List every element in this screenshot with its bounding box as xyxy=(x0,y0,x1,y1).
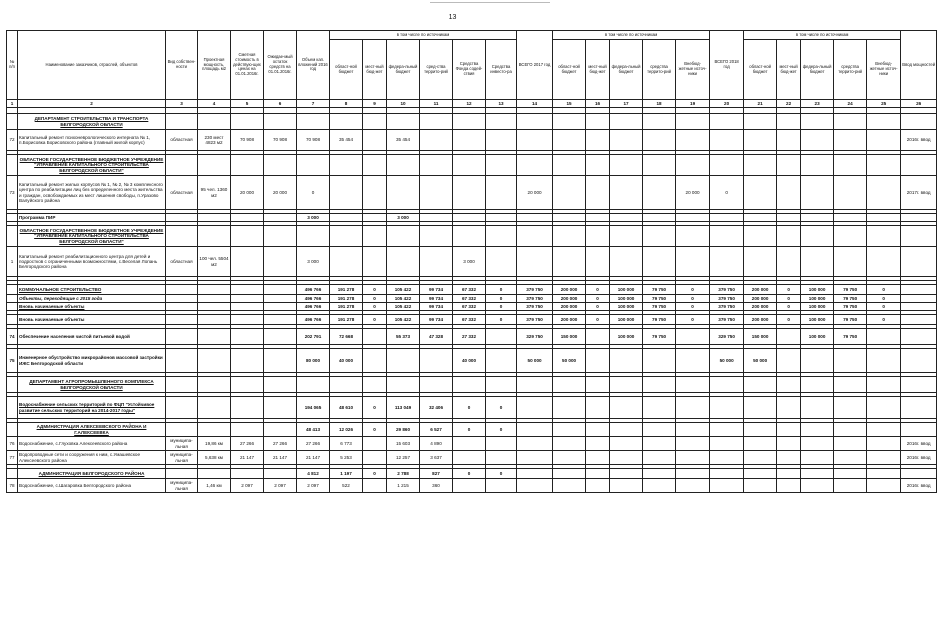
cell: 0 xyxy=(363,295,387,303)
cell: 100 000 xyxy=(801,303,834,311)
column-number: 21 xyxy=(744,100,777,108)
cell: 21 147 xyxy=(264,451,297,465)
cell: 55 373 xyxy=(387,329,420,345)
column-number: 26 xyxy=(901,100,937,108)
hdr-src-territorial: сред-ства террито-рий xyxy=(420,40,453,100)
cell: 105 422 xyxy=(387,295,420,303)
cell: 329 750 xyxy=(710,329,744,345)
column-number: 5 xyxy=(231,100,264,108)
cell: 40 000 xyxy=(330,349,363,373)
row-no: 72 xyxy=(7,130,18,151)
cell: 47 328 xyxy=(420,329,453,345)
ownership: областная xyxy=(166,130,198,151)
column-number: 15 xyxy=(553,100,586,108)
cell: 100 000 xyxy=(801,315,834,325)
column-number: 10 xyxy=(387,100,420,108)
cell: 379 750 xyxy=(517,285,553,295)
column-number: 22 xyxy=(777,100,801,108)
hdr-src-offbudget: Внебюд-жетные источ-ники xyxy=(676,40,710,100)
cell: 329 750 xyxy=(517,329,553,345)
column-number: 1 xyxy=(7,100,18,108)
cell: муниципа-льная xyxy=(166,451,198,465)
object-name: Вновь начинаемые объекты xyxy=(18,315,166,325)
column-number: 3 xyxy=(166,100,198,108)
hdr-src-offbudget: Внебюд-жетные источ-ники xyxy=(867,40,901,100)
hdr-src-federal: федера-льный бюджет xyxy=(387,40,420,100)
row-no: 1 xyxy=(7,247,18,277)
hdr-commission: Ввод мощностей xyxy=(901,31,937,100)
cell: 79 750 xyxy=(643,295,676,303)
cell: 379 750 xyxy=(710,303,744,311)
column-number: 23 xyxy=(801,100,834,108)
hdr-total2018: ВСЕГО 2018 год xyxy=(710,31,744,100)
cell: 0 xyxy=(676,285,710,295)
cell: 79 750 xyxy=(834,285,867,295)
cell: 0 xyxy=(363,285,387,295)
cell: 99 734 xyxy=(420,285,453,295)
column-number: 25 xyxy=(867,100,901,108)
hdr-capacity: Проектная мощность, площадь м2 xyxy=(198,31,231,100)
cell: 80 000 xyxy=(297,349,330,373)
cell: 0 xyxy=(586,285,610,295)
cell: 100 000 xyxy=(610,315,643,325)
cell: 0 xyxy=(486,423,517,437)
cell: 48 413 xyxy=(297,423,330,437)
hdr-src-federal: федера-льный бюджет xyxy=(801,40,834,100)
commission: 2016г. ввод xyxy=(901,451,937,465)
object-name: Вновь начинаемые объекты xyxy=(18,303,166,311)
cell: 379 750 xyxy=(710,315,744,325)
cell: 3 637 xyxy=(420,451,453,465)
cell: 0 xyxy=(363,469,387,479)
cell: 0 xyxy=(777,315,801,325)
cell: 0 xyxy=(363,423,387,437)
cell: 200 000 xyxy=(744,315,777,325)
object-name: Капитальный ремонт реабилитационного центра для детей и подростков с ограниченными возможностями, с.Веселая Лопань Белгородского района xyxy=(18,247,166,277)
section-title: ОБЛАСТНОЕ ГОСУДАРСТВЕННОЕ БЮДЖЕТНОЕ УЧРЕЖДЕНИЕ "УПРАВЛЕНИЕ КАПИТАЛЬНОГО СТРОИТЕЛЬСТВА БЕЛГОРОДСКОЙ ОБЛАСТИ" xyxy=(18,155,166,176)
section-title: ОБЛАСТНОЕ ГОСУДАРСТВЕННОЕ БЮДЖЕТНОЕ УЧРЕЖДЕНИЕ "УПРАВЛЕНИЕ КАПИТАЛЬНОГО СТРОИТЕЛЬСТВА БЕЛГОРОДСКОЙ ОБЛАСТИ" xyxy=(18,226,166,247)
ownership: областная xyxy=(166,176,198,210)
cell: 6 527 xyxy=(420,423,453,437)
cell: 2 097 xyxy=(231,479,264,493)
cell: 79 750 xyxy=(834,315,867,325)
hdr-src-regional: област-ной бюджет xyxy=(330,40,363,100)
hdr-src-territorial: средства террито-рий xyxy=(643,40,676,100)
cell: 67 332 xyxy=(453,315,486,325)
cell: 100 000 xyxy=(801,295,834,303)
cell: 15 603 xyxy=(387,437,420,451)
column-number: 4 xyxy=(198,100,231,108)
cell: 50 000 xyxy=(710,349,744,373)
cell: 3 000 xyxy=(297,247,330,277)
cell: 105 422 xyxy=(387,303,420,311)
column-number: 19 xyxy=(676,100,710,108)
cell: 379 750 xyxy=(517,315,553,325)
cell: 191 278 xyxy=(330,285,363,295)
hdr-group3: в том числе по источникам xyxy=(744,31,901,40)
cell: 79 750 xyxy=(643,285,676,295)
cell: 67 332 xyxy=(453,303,486,311)
cell: 79 750 xyxy=(643,303,676,311)
cell: 0 xyxy=(297,176,330,210)
cell: 0 xyxy=(453,397,486,419)
cell: 200 000 xyxy=(553,303,586,311)
hdr-estimate: Сметная стоимость в действую-щих ценах на 01.01.2016г. xyxy=(231,31,264,100)
cell: 200 000 xyxy=(553,285,586,295)
cell: 6 773 xyxy=(330,437,363,451)
column-number: 6 xyxy=(264,100,297,108)
cell: 191 278 xyxy=(330,295,363,303)
cell: 0 xyxy=(486,315,517,325)
object-name: Капитальный ремонт жилых корпусов № 1, № 2, № 3 комплексного центра по реабилитации лиц без определенного места жительства и граждан, освобождаемых из мест лишения свободы, п.Уразово Валуйского района xyxy=(18,176,166,210)
cell: 2 788 xyxy=(387,469,420,479)
column-number: 24 xyxy=(834,100,867,108)
cell: 200 000 xyxy=(553,295,586,303)
cell: 100 000 xyxy=(610,285,643,295)
cell: 0 xyxy=(676,295,710,303)
cell: 100 000 xyxy=(801,329,834,345)
cell: 100 000 xyxy=(610,329,643,345)
hdr-src-local: мест-ный бюд-жет xyxy=(363,40,387,100)
hdr-src-federal: федера-льный бюджет xyxy=(610,40,643,100)
column-number: 9 xyxy=(363,100,387,108)
cell: 0 xyxy=(586,315,610,325)
column-number: 14 xyxy=(517,100,553,108)
commission: 2017г. ввод xyxy=(901,176,937,210)
cell: 496 766 xyxy=(297,295,330,303)
estimate: 20 000 xyxy=(231,176,264,210)
object-name: Капитальный ремонт психоневрологического интерната № 1, п.Борисовка Борисовского района (главный жилой корпус) xyxy=(18,130,166,151)
cell: 100 000 xyxy=(610,295,643,303)
estimate: 70 908 xyxy=(231,130,264,151)
object-name: Обеспечение населения чистой питьевой водой xyxy=(18,329,166,345)
cell: 79 750 xyxy=(834,295,867,303)
cell: 1,46 км xyxy=(198,479,231,493)
object-name: Объекты, переходящие с 2015 года xyxy=(18,295,166,303)
cell: 150 000 xyxy=(553,329,586,345)
ownership: областная xyxy=(166,247,198,277)
cell: 79 750 xyxy=(643,315,676,325)
scan-edge-line xyxy=(430,2,550,3)
object-name: Программа ПИР xyxy=(18,214,166,222)
section-title: АДМИНИСТРАЦИЯ АЛЕКСЕЕВСКОГО РАЙОНА И Г.АЛЕКСЕЕВКА xyxy=(18,423,166,437)
cell: 0 xyxy=(453,423,486,437)
cell: 0 xyxy=(363,315,387,325)
investment-table xyxy=(6,30,937,493)
cell: 522 xyxy=(330,479,363,493)
cell: 50 000 xyxy=(553,349,586,373)
cell: 200 000 xyxy=(744,285,777,295)
cell: 496 766 xyxy=(297,285,330,295)
cell: 2 097 xyxy=(264,479,297,493)
cell: 3 000 xyxy=(453,247,486,277)
cell: 79 750 xyxy=(643,329,676,345)
cell: 827 xyxy=(420,469,453,479)
object-name: Водоснабжение, с.Глуховка Алексеевского района xyxy=(18,437,166,451)
hdr-src-investor: Средства инвесто-ра xyxy=(486,40,517,100)
cell: 100 000 xyxy=(801,285,834,295)
cell: 496 766 xyxy=(297,315,330,325)
page-number: 13 xyxy=(448,14,457,21)
row-no: 76 xyxy=(7,437,18,451)
hdr-total2017: ВСЕГО 2017 год xyxy=(517,31,553,100)
object-name: Водоснабжение сельских территорий по ФЦП "Устойчивое развитие сельских территорий на 2014-2017 годы" xyxy=(18,397,166,419)
cell: 4 812 xyxy=(297,469,330,479)
cell: 202 791 xyxy=(297,329,330,345)
cell: 379 750 xyxy=(517,295,553,303)
cell: 0 xyxy=(777,295,801,303)
column-number: 18 xyxy=(643,100,676,108)
cell: 0 xyxy=(453,469,486,479)
column-number: 7 xyxy=(297,100,330,108)
cell: 0 xyxy=(867,315,901,325)
hdr-src-fund: Средства Фонда содей-ствия xyxy=(453,40,486,100)
hdr-expected: Ожидае-мый остаток средств на 01.01.2016г. xyxy=(264,31,297,100)
cell: 4 890 xyxy=(420,437,453,451)
cell: 379 750 xyxy=(517,303,553,311)
cell: 35 454 xyxy=(330,130,363,151)
capacity: 230 мест 4823 м2 xyxy=(198,130,231,151)
hdr-group2: в том числе по источникам xyxy=(553,31,710,40)
hdr-vol2016: Объем кап. вложений 2016 год xyxy=(297,31,330,100)
object-name: Водопроводные сети и сооружения к ним, с.Умашевское Алексеевского района xyxy=(18,451,166,465)
expected: 70 908 xyxy=(264,130,297,151)
section-title: АДМИНИСТРАЦИЯ БЕЛГОРОДСКОГО РАЙОНА xyxy=(18,469,166,479)
section-title: ДЕПАРТАМЕНТ СТРОИТЕЛЬСТВА И ТРАНСПОРТА БЕЛГОРОДСКОЙ ОБЛАСТИ xyxy=(18,114,166,130)
cell: 3 000 xyxy=(297,214,330,222)
cell: 0 xyxy=(363,303,387,311)
column-number: 2 xyxy=(18,100,166,108)
row-no: 73 xyxy=(7,176,18,210)
cell: 67 332 xyxy=(453,295,486,303)
cell: 12 257 xyxy=(387,451,420,465)
hdr-src-local: мест-ный бюд-жет xyxy=(586,40,610,100)
cell: 0 xyxy=(867,295,901,303)
cell: 99 734 xyxy=(420,315,453,325)
cell: 0 xyxy=(486,285,517,295)
cell: 105 422 xyxy=(387,285,420,295)
cell: 50 000 xyxy=(517,349,553,373)
cell: 0 xyxy=(676,315,710,325)
cell: 379 750 xyxy=(710,285,744,295)
hdr-src-regional: област-ной бюджет xyxy=(553,40,586,100)
cell: 0 xyxy=(586,303,610,311)
cell: муниципа-льная xyxy=(166,479,198,493)
cell: 0 xyxy=(486,295,517,303)
cell: 1 197 xyxy=(330,469,363,479)
row-no: 74 xyxy=(7,329,18,345)
cell: 40 000 xyxy=(453,349,486,373)
commission: 2016г. ввод xyxy=(901,130,937,151)
column-number: 12 xyxy=(453,100,486,108)
cell: 3 000 xyxy=(387,214,420,222)
cell: 27 266 xyxy=(231,437,264,451)
cell: 0 xyxy=(710,176,744,210)
cell: 194 065 xyxy=(297,397,330,419)
cell: 0 xyxy=(486,397,517,419)
column-number: 20 xyxy=(710,100,744,108)
cell: 379 750 xyxy=(710,295,744,303)
cell: муниципа-льная xyxy=(166,437,198,451)
cell: 27 266 xyxy=(297,437,330,451)
object-name: КОММУНАЛЬНОЕ СТРОИТЕЛЬСТВО xyxy=(18,285,166,295)
row-no: 78 xyxy=(7,479,18,493)
row-no: 77 xyxy=(7,451,18,465)
capacity: 100 чел. 5504 м2 xyxy=(198,247,231,277)
cell: 12 026 xyxy=(330,423,363,437)
cell: 1 215 xyxy=(387,479,420,493)
cell: 21 147 xyxy=(231,451,264,465)
cell: 72 668 xyxy=(330,329,363,345)
cell: 79 750 xyxy=(834,303,867,311)
commission: 2016г. ввод xyxy=(901,479,937,493)
cell: 105 422 xyxy=(387,315,420,325)
cell: 0 xyxy=(867,303,901,311)
hdr-group1: в том числе по источникам xyxy=(330,31,517,40)
column-number: 13 xyxy=(486,100,517,108)
column-number: 8 xyxy=(330,100,363,108)
cell: 360 xyxy=(420,479,453,493)
hdr-src-local: мест-ный бюд-жет xyxy=(777,40,801,100)
cell: 200 000 xyxy=(744,295,777,303)
cell: 27 266 xyxy=(264,437,297,451)
cell: 191 278 xyxy=(330,315,363,325)
hdr-no: № п/п xyxy=(7,31,18,100)
column-number: 16 xyxy=(586,100,610,108)
cell: 5,638 км xyxy=(198,451,231,465)
cell: 27 332 xyxy=(453,329,486,345)
cell: 19,86 км xyxy=(198,437,231,451)
object-name: Инженерное обустройство микрорайонов массовой застройки ИЖС Белгородской области xyxy=(18,349,166,373)
cell: 150 000 xyxy=(744,329,777,345)
cell: 99 734 xyxy=(420,295,453,303)
cell: 0 xyxy=(777,285,801,295)
cell: 5 253 xyxy=(330,451,363,465)
section-title: ДЕПАРТАМЕНТ АГРОПРОМЫШЛЕННОГО КОМПЛЕКСА БЕЛГОРОДСКОЙ ОБЛАСТИ xyxy=(18,377,166,393)
cell: 100 000 xyxy=(610,303,643,311)
cell: 0 xyxy=(486,303,517,311)
cell: 67 332 xyxy=(453,285,486,295)
hdr-src-regional: област-ной бюджет xyxy=(744,40,777,100)
cell: 79 750 xyxy=(834,329,867,345)
cell: 99 734 xyxy=(420,303,453,311)
column-number: 17 xyxy=(610,100,643,108)
cell: 191 278 xyxy=(330,303,363,311)
cell: 29 860 xyxy=(387,423,420,437)
cell: 70 908 xyxy=(297,130,330,151)
column-number: 11 xyxy=(420,100,453,108)
capacity: 95 чел. 1360 м2 xyxy=(198,176,231,210)
hdr-kind: Вид собствен-ности xyxy=(166,31,198,100)
row-no: 75 xyxy=(7,349,18,373)
cell: 48 610 xyxy=(330,397,363,419)
cell: 0 xyxy=(676,303,710,311)
cell: 20 000 xyxy=(517,176,553,210)
cell: 32 406 xyxy=(420,397,453,419)
cell: 21 147 xyxy=(297,451,330,465)
commission: 2016г. ввод xyxy=(901,437,937,451)
cell: 2 097 xyxy=(297,479,330,493)
cell: 496 766 xyxy=(297,303,330,311)
hdr-name: Наименование заказчиков, отраслей, объектов xyxy=(18,31,166,100)
expected: 20 000 xyxy=(264,176,297,210)
object-name: Водоснабжение, с.Шагаровка Белгородского района xyxy=(18,479,166,493)
cell: 0 xyxy=(363,397,387,419)
hdr-src-territorial: средства террито-рий xyxy=(834,40,867,100)
cell: 20 000 xyxy=(676,176,710,210)
cell: 0 xyxy=(867,285,901,295)
cell: 35 454 xyxy=(387,130,420,151)
cell: 200 000 xyxy=(744,303,777,311)
cell: 113 049 xyxy=(387,397,420,419)
cell: 0 xyxy=(586,295,610,303)
cell: 0 xyxy=(777,303,801,311)
cell: 50 000 xyxy=(744,349,777,373)
cell: 200 000 xyxy=(553,315,586,325)
cell: 0 xyxy=(486,469,517,479)
